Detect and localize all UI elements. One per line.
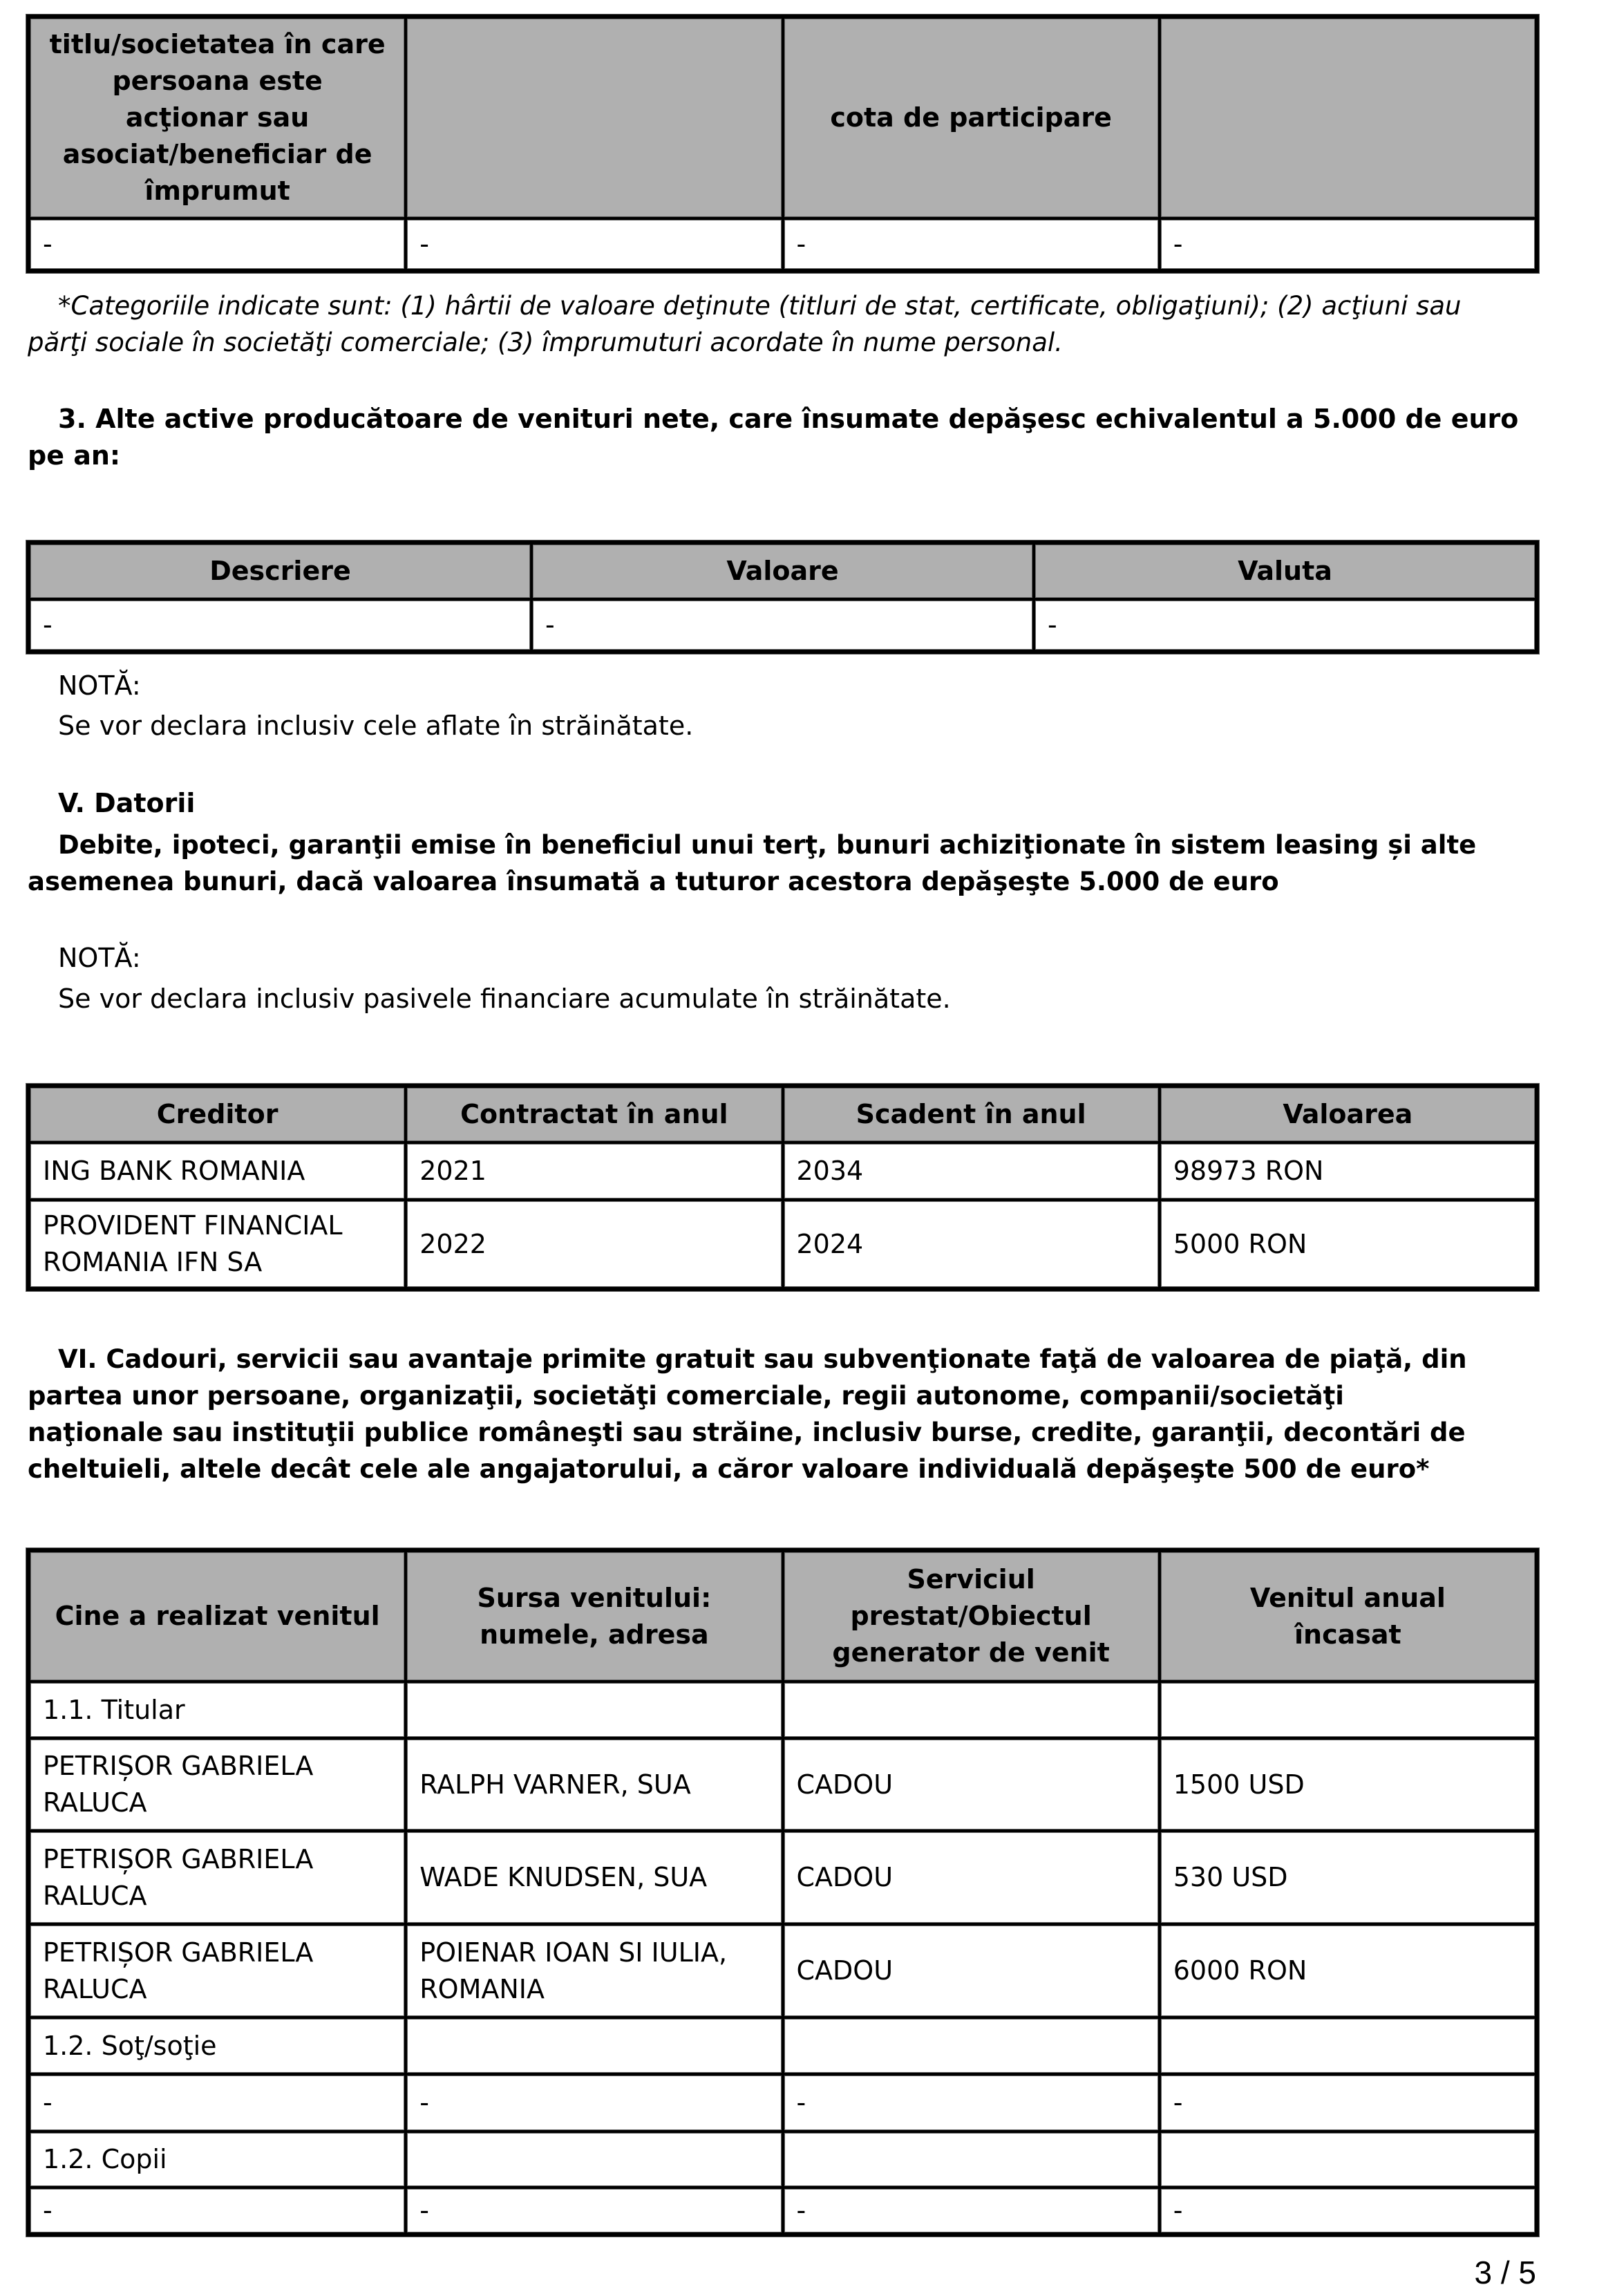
gifts-who (29, 1924, 406, 2017)
assets-table (26, 540, 1539, 654)
table-row (29, 1924, 1536, 2017)
header-line: Sursa venitului: (477, 1582, 712, 1613)
who-line: 1.2. Soţ/soţie (43, 2030, 217, 2061)
gifts-service (783, 2132, 1160, 2187)
gifts-income: 6000 RON (1160, 1924, 1536, 2017)
creditor-line: ING BANK ROMANIA (43, 1156, 305, 1186)
page-number: 3 / 5 (1474, 2255, 1536, 2290)
gifts-who (29, 1682, 406, 1738)
table-row (29, 1738, 1536, 1831)
gifts-service: - (783, 2074, 1160, 2132)
header-line: numele, adresa (480, 1619, 709, 1650)
debts-due: 2034 (783, 1142, 1160, 1200)
shares-cell: - (406, 218, 782, 270)
who-line: - (43, 2195, 53, 2226)
debts-header-due: Scadent în anul (783, 1086, 1160, 1142)
gifts-who (29, 2074, 406, 2132)
shares-header-company (29, 17, 406, 218)
gifts-income: - (1160, 2187, 1536, 2234)
header-line: generator de venit (832, 1637, 1110, 1668)
gifts-service: - (783, 2187, 1160, 2234)
gifts-source (406, 2017, 782, 2074)
assets-cell: - (1034, 599, 1536, 651)
gifts-who (29, 1738, 406, 1831)
note-2-text: Se vor declara inclusiv pasivele financiare acumulate în străinătate. (58, 984, 951, 1014)
source-line: WADE KNUDSEN, SUA (419, 1862, 708, 1892)
shares-header-blank-1 (406, 17, 782, 218)
assets-header-currency: Valuta (1034, 543, 1536, 599)
shares-header-line: acţionar sau (125, 102, 310, 133)
who-line: RALUCA (43, 1787, 147, 1818)
section-5-line-1: Debite, ipoteci, garanţii emise în beneficiul unui terţ, bunuri achiziţionate în sistem leasing și alte (58, 830, 1477, 860)
shares-header-line: asociat/beneficiar de (62, 139, 372, 169)
source-line: RALPH VARNER, SUA (419, 1769, 691, 1800)
section-6-line-2: partea unor persoane, organizaţii, societăţi comerciale, regii autonome, companii/societăţi (28, 1381, 1344, 1411)
gifts-service: CADOU (783, 1831, 1160, 1924)
table-row (29, 2017, 1536, 2074)
who-line: PETRIȘOR GABRIELA (43, 1751, 314, 1781)
debts-due: 2024 (783, 1200, 1160, 1288)
header-line: încasat (1294, 1619, 1401, 1650)
who-line: - (43, 2087, 53, 2118)
gifts-income: - (1160, 2074, 1536, 2132)
gifts-who (29, 2132, 406, 2187)
debts-table-header-row (29, 1086, 1536, 1142)
table-row (29, 1200, 1536, 1288)
note-1-label: NOTĂ: (58, 670, 141, 701)
table-row (29, 2132, 1536, 2187)
gifts-who (29, 2187, 406, 2234)
source-line: ROMANIA (419, 1973, 545, 2004)
debts-creditor (29, 1142, 406, 1200)
gifts-source (406, 2187, 782, 2234)
assets-header-value: Valoare (531, 543, 1034, 599)
who-line: 1.2. Copii (43, 2144, 167, 2174)
shares-header-line: titlu/societatea în care (49, 29, 386, 59)
section-3-heading-line-1: 3. Alte active producătoare de venituri nete, care însumate depăşesc echivalentul a 5.000 de euro (58, 404, 1519, 434)
debts-contracted: 2022 (406, 1200, 782, 1288)
gifts-income: 530 USD (1160, 1831, 1536, 1924)
shares-header-quota: cota de participare (783, 17, 1160, 218)
section-6-line-4: cheltuieli, altele decât cele ale angajatorului, a căror valoare individuală depăşeşte 500 de euro* (28, 1454, 1430, 1484)
gifts-who (29, 2017, 406, 2074)
debts-header-contracted: Contractat în anul (406, 1086, 782, 1142)
gifts-table-header-row (29, 1551, 1536, 1682)
debts-value: 98973 RON (1160, 1142, 1536, 1200)
gifts-service: CADOU (783, 1738, 1160, 1831)
shares-table-header-row (29, 17, 1536, 218)
header-line: Serviciul (907, 1564, 1035, 1594)
debts-header-value: Valoarea (1160, 1086, 1536, 1142)
header-line: prestat/Obiectul (850, 1601, 1092, 1631)
section-5-line-2: asemenea bunuri, dacă valoarea însumată a tuturor acestora depăşeşte 5.000 de euro (28, 867, 1279, 896)
gifts-income: 1500 USD (1160, 1738, 1536, 1831)
shares-header-blank-2 (1160, 17, 1536, 218)
shares-header-line: împrumut (144, 176, 290, 206)
shares-cell: - (1160, 218, 1536, 270)
debts-table (26, 1084, 1539, 1291)
section-5-title: V. Datorii (58, 788, 196, 818)
section-6-line-1: VI. Cadouri, servicii sau avantaje primite gratuit sau subvenţionate faţă de valoarea de piaţă, din (58, 1344, 1467, 1374)
header-line: Cine a realizat venitul (55, 1601, 380, 1631)
gifts-income (1160, 1682, 1536, 1738)
shares-table (26, 15, 1539, 273)
shares-cell: - (783, 218, 1160, 270)
assets-header-description: Descriere (29, 543, 531, 599)
note-1-text: Se vor declara inclusiv cele aflate în străinătate. (58, 711, 694, 741)
gifts-header-source (406, 1551, 782, 1682)
gifts-source (406, 1831, 782, 1924)
gifts-source (406, 1738, 782, 1831)
table-row (29, 1682, 1536, 1738)
assets-cell: - (29, 599, 531, 651)
gifts-table (26, 1548, 1539, 2237)
debts-creditor (29, 1200, 406, 1288)
gifts-source (406, 2132, 782, 2187)
section-3-heading-line-2: pe an: (28, 440, 121, 471)
who-line: RALUCA (43, 1880, 147, 1911)
gifts-source (406, 1682, 782, 1738)
gifts-income (1160, 2017, 1536, 2074)
footnote-line-2: părţi sociale în societăţi comerciale; (3) împrumuturi acordate în nume personal. (28, 328, 1063, 357)
assets-table-header-row (29, 543, 1536, 599)
gifts-income (1160, 2132, 1536, 2187)
gifts-source (406, 1924, 782, 2017)
debts-value: 5000 RON (1160, 1200, 1536, 1288)
gifts-service: CADOU (783, 1924, 1160, 2017)
table-row (29, 2074, 1536, 2132)
creditor-line: ROMANIA IFN SA (43, 1247, 263, 1277)
gifts-source (406, 2074, 782, 2132)
section-6-line-3: naţionale sau instituţii publice româneşti sau străine, inclusiv burse, credite, garanţii, decontări de (28, 1418, 1466, 1447)
shares-header-line: persoana este (112, 66, 323, 96)
gifts-header-who (29, 1551, 406, 1682)
gifts-header-service (783, 1551, 1160, 1682)
table-row (29, 2187, 1536, 2234)
source-line: POIENAR IOAN SI IULIA, (419, 1937, 728, 1968)
header-line: Venitul anual (1249, 1582, 1446, 1613)
who-line: PETRIȘOR GABRIELA (43, 1937, 314, 1968)
debts-header-creditor: Creditor (29, 1086, 406, 1142)
who-line: RALUCA (43, 1973, 147, 2004)
who-line: PETRIȘOR GABRIELA (43, 1843, 314, 1874)
table-row (29, 1142, 1536, 1200)
source-line: - (419, 2195, 429, 2226)
table-row (29, 1831, 1536, 1924)
table-row (29, 599, 1536, 651)
who-line: 1.1. Titular (43, 1694, 185, 1725)
gifts-service (783, 1682, 1160, 1738)
assets-cell: - (531, 599, 1034, 651)
note-2-label: NOTĂ: (58, 943, 141, 973)
gifts-service (783, 2017, 1160, 2074)
creditor-line: PROVIDENT FINANCIAL (43, 1210, 343, 1241)
gifts-header-income (1160, 1551, 1536, 1682)
source-line: - (419, 2087, 429, 2118)
table-row (29, 218, 1536, 270)
footnote-line-1: *Categoriile indicate sunt: (1) hârtii de valoare deţinute (titluri de stat, certificate, obligaţiuni); (2) acţiuni sau (58, 291, 1462, 321)
gifts-who (29, 1831, 406, 1924)
shares-cell: - (29, 218, 406, 270)
debts-contracted: 2021 (406, 1142, 782, 1200)
